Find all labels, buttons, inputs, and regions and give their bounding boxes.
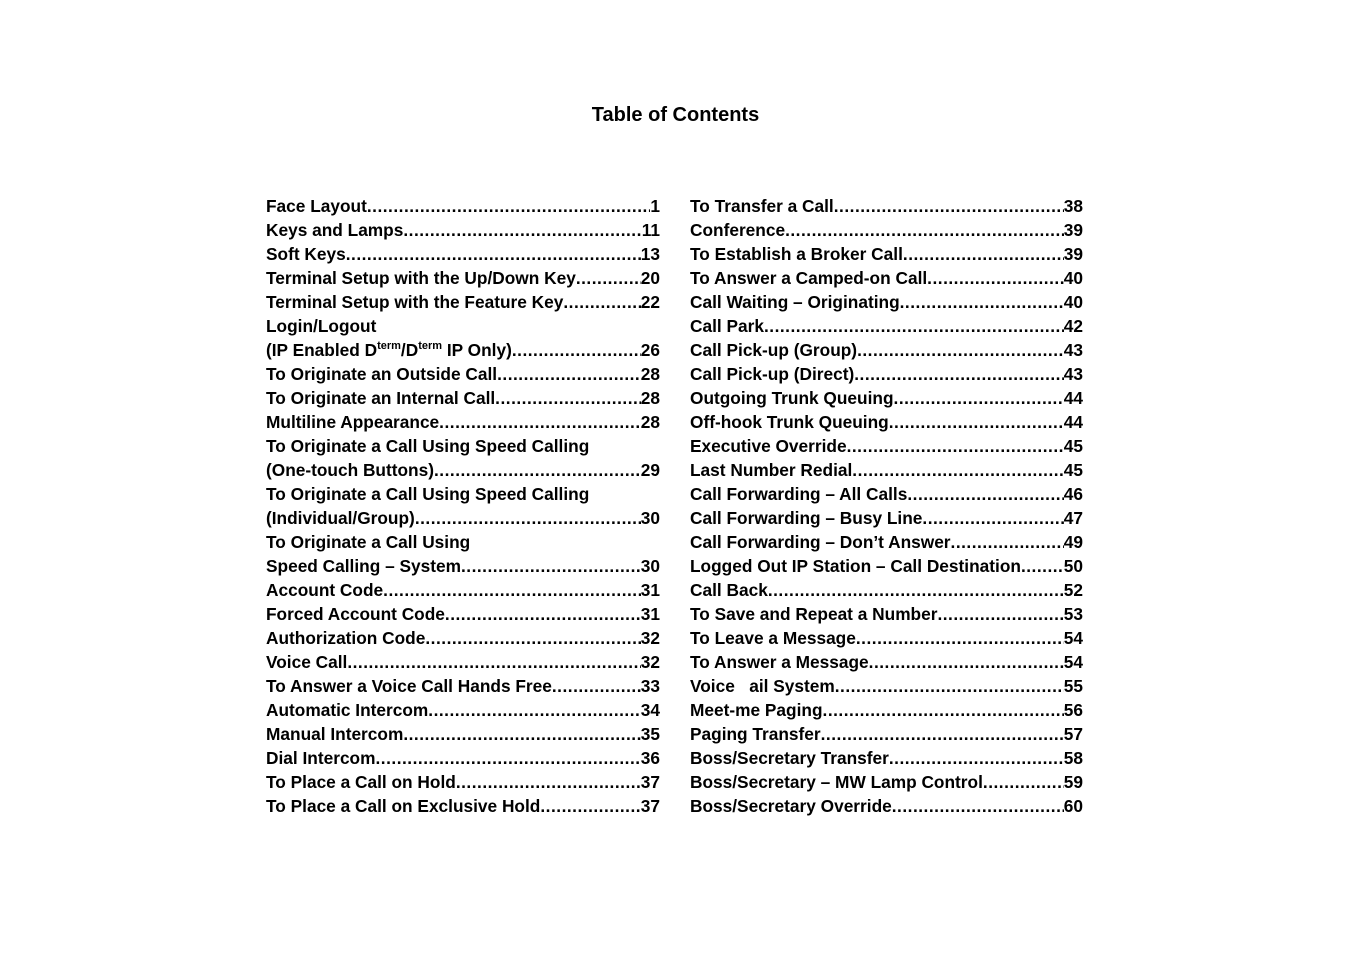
toc-entry[interactable]	[266, 386, 660, 410]
toc-entry-title: Multiline Appearance	[266, 412, 440, 432]
toc-entry-title: Call Park	[690, 316, 764, 336]
toc-entry[interactable]	[266, 242, 660, 266]
toc-page-number: 46	[1063, 484, 1083, 504]
toc-entry[interactable]	[690, 242, 1083, 266]
toc-entry[interactable]	[266, 458, 660, 482]
dot-leader	[927, 266, 1064, 290]
dot-leader	[497, 362, 641, 386]
toc-entry-title: Boss/Secretary – MW Lamp Control	[690, 772, 983, 792]
dot-leader	[346, 242, 641, 266]
toc-entry[interactable]	[266, 290, 660, 314]
dot-leader	[428, 698, 640, 722]
dot-leader	[951, 530, 1064, 554]
title-segment: /D	[400, 340, 419, 360]
toc-entry-title: Call Forwarding – Busy Line	[690, 508, 923, 528]
toc-page-number: 55	[1063, 676, 1083, 696]
dot-leader	[857, 338, 1064, 362]
toc-page-number: 45	[1063, 436, 1083, 456]
toc-entry-title: (One-touch Buttons)	[266, 460, 434, 480]
toc-page-number: 1	[650, 196, 660, 216]
toc-entry[interactable]	[266, 554, 660, 578]
toc-page-number: 28	[640, 388, 660, 408]
toc-entry-title: To Establish a Broker Call	[690, 244, 903, 264]
toc-entry-title: Call Pick-up (Group)	[690, 340, 858, 360]
toc-entry-title: Meet-me Paging	[690, 700, 823, 720]
toc-entry[interactable]	[690, 338, 1083, 362]
toc-page-number: 38	[1063, 196, 1083, 216]
dot-leader	[375, 746, 640, 770]
toc-page-number: 40	[1063, 268, 1083, 288]
dot-leader	[900, 290, 1064, 314]
dot-leader	[983, 770, 1064, 794]
toc-page-number: 39	[1063, 244, 1083, 264]
toc-page-number: 43	[1063, 340, 1083, 360]
dot-leader	[434, 458, 641, 482]
title-segment: IP Only)	[442, 340, 512, 360]
toc-left-column	[266, 194, 660, 818]
toc-page-number: 32	[640, 652, 660, 672]
dot-leader	[456, 770, 641, 794]
dot-leader	[835, 674, 1064, 698]
toc-entry-title: Account Code	[266, 580, 384, 600]
toc-entry-title: Boss/Secretary Override	[690, 796, 892, 816]
dot-leader	[403, 722, 640, 746]
toc-entry[interactable]	[690, 362, 1083, 386]
toc-page-number: 28	[640, 412, 660, 432]
toc-entry[interactable]	[690, 386, 1083, 410]
toc-entry[interactable]	[266, 578, 660, 602]
toc-page-number: 47	[1063, 508, 1083, 528]
toc-entry-title: Dial Intercom	[266, 748, 376, 768]
toc-page-number: 40	[1063, 292, 1083, 312]
toc-page-number: 49	[1063, 532, 1083, 552]
toc-entry-title: Paging Transfer	[690, 724, 821, 744]
toc-entry-title: To Place a Call on Exclusive Hold	[266, 796, 541, 816]
toc-entry-title: Keys and Lamps	[266, 220, 404, 240]
dot-leader	[403, 218, 641, 242]
toc-entry[interactable]	[266, 338, 660, 362]
toc-page-number: 28	[640, 364, 660, 384]
toc-page-number: 44	[1063, 412, 1083, 432]
toc-entry-title: Speed Calling – System	[266, 556, 461, 576]
toc-entry-title: Logged Out IP Station – Call Destination	[690, 556, 1021, 576]
toc-page-number: 58	[1063, 748, 1083, 768]
dot-leader	[922, 506, 1063, 530]
toc-page-number: 44	[1063, 388, 1083, 408]
toc-entry[interactable]	[266, 410, 660, 434]
dot-leader	[563, 290, 640, 314]
dot-leader	[415, 506, 641, 530]
toc-entry[interactable]	[690, 458, 1083, 482]
toc-entry-title: Terminal Setup with the Feature Key	[266, 292, 564, 312]
toc-entry-title: Boss/Secretary Transfer	[690, 748, 889, 768]
toc-entry-line[interactable]	[266, 314, 660, 338]
toc-entry-title: To Leave a Message	[690, 628, 856, 648]
toc-page-number: 11	[641, 220, 660, 240]
dot-leader	[894, 386, 1064, 410]
toc-entry-title: Manual Intercom	[266, 724, 404, 744]
toc-entry[interactable]	[266, 770, 660, 794]
toc-entry[interactable]	[690, 554, 1083, 578]
toc-page-number: 60	[1063, 796, 1083, 816]
toc-entry-title: Last Number Redial	[690, 460, 853, 480]
toc-entry[interactable]	[690, 698, 1083, 722]
toc-entry-title: To Place a Call on Hold	[266, 772, 456, 792]
toc-entry[interactable]	[690, 410, 1083, 434]
toc-page-number: 54	[1063, 652, 1083, 672]
toc-entry-title: Terminal Setup with the Up/Down Key	[266, 268, 576, 288]
dot-leader	[445, 602, 641, 626]
toc-entry-title: To Transfer a Call	[690, 196, 834, 216]
toc-page-number: 45	[1063, 460, 1083, 480]
toc-page-number: 33	[640, 676, 660, 696]
toc-entry-title: Forced Account Code	[266, 604, 445, 624]
toc-entry-title: Conference	[690, 220, 786, 240]
dot-leader	[540, 794, 640, 818]
dot-leader	[461, 554, 641, 578]
dot-leader	[576, 266, 641, 290]
toc-entry-line[interactable]	[266, 530, 660, 554]
toc-entry-title: Call Forwarding – Don’t Answer	[690, 532, 951, 552]
toc-entry[interactable]	[690, 722, 1083, 746]
toc-page-number: 53	[1063, 604, 1083, 624]
dot-leader	[347, 650, 640, 674]
toc-entry[interactable]	[690, 626, 1083, 650]
toc-entry[interactable]	[266, 746, 660, 770]
toc-entry-title: To Originate a Call Using Speed Calling	[266, 484, 590, 504]
dot-leader	[383, 578, 641, 602]
toc-page-number: 54	[1063, 628, 1083, 648]
toc-page-number: 42	[1063, 316, 1083, 336]
toc-entry[interactable]	[266, 722, 660, 746]
dot-leader	[768, 578, 1064, 602]
dot-leader	[1021, 554, 1064, 578]
toc-entry[interactable]	[266, 266, 660, 290]
toc-page-number: 31	[640, 604, 660, 624]
dot-leader	[367, 194, 651, 218]
toc-page-number: 30	[640, 508, 660, 528]
toc-entry-title: To Originate a Call Using Speed Calling	[266, 436, 590, 456]
toc-entry[interactable]	[690, 650, 1083, 674]
toc-page-number: 34	[640, 700, 660, 720]
toc-entry[interactable]	[266, 506, 660, 530]
toc-page-number: 56	[1063, 700, 1083, 720]
toc-entry[interactable]	[690, 290, 1083, 314]
toc-entry[interactable]	[266, 794, 660, 818]
title-segment: (IP Enabled D	[266, 340, 378, 360]
toc-entry[interactable]	[690, 434, 1083, 458]
toc-page-number: 57	[1063, 724, 1083, 744]
toc-page-number: 37	[640, 796, 660, 816]
toc-entry-title: Call Forwarding – All Calls	[690, 484, 908, 504]
toc-page-number: 13	[640, 244, 660, 264]
toc-page-number: 20	[640, 268, 660, 288]
dot-leader	[821, 722, 1064, 746]
toc-page-number: 36	[640, 748, 660, 768]
toc-entry-title: Authorization Code	[266, 628, 426, 648]
dot-leader	[889, 746, 1064, 770]
toc-entry-title: To Originate an Internal Call	[266, 388, 496, 408]
dot-leader	[552, 674, 641, 698]
toc-entry[interactable]	[266, 602, 660, 626]
toc-page-number: 39	[1063, 220, 1083, 240]
toc-entry-title: Outgoing Trunk Queuing	[690, 388, 894, 408]
toc-entry[interactable]	[690, 482, 1083, 506]
toc-entry-title: To Answer a Message	[690, 652, 869, 672]
toc-page-number: 59	[1063, 772, 1083, 792]
toc-entry-line[interactable]	[266, 434, 660, 458]
toc-entry[interactable]	[690, 794, 1083, 818]
toc-entry[interactable]	[690, 674, 1083, 698]
toc-entry[interactable]	[266, 674, 660, 698]
toc-entry-line[interactable]	[266, 482, 660, 506]
dot-leader	[439, 410, 641, 434]
dot-leader	[937, 602, 1063, 626]
toc-entry-title: Call Waiting – Originating	[690, 292, 900, 312]
dot-leader	[847, 434, 1064, 458]
toc-page-number: 43	[1063, 364, 1083, 384]
dot-leader	[764, 314, 1064, 338]
toc-entry[interactable]	[266, 362, 660, 386]
dot-leader	[856, 626, 1064, 650]
dot-leader	[903, 242, 1064, 266]
toc-entry-title: To Answer a Voice Call Hands Free	[266, 676, 552, 696]
toc-entry-title: To Originate a Call Using	[266, 532, 471, 552]
superscript: term	[377, 340, 401, 352]
dot-leader	[834, 194, 1064, 218]
toc-entry-title: Face Layout	[266, 196, 367, 216]
toc-entry[interactable]	[690, 194, 1083, 218]
superscript: term	[418, 340, 443, 352]
toc-entry-title: Voice ail System	[690, 676, 835, 696]
toc-entry-title: To Originate an Outside Call	[266, 364, 498, 384]
toc-entry[interactable]	[690, 530, 1083, 554]
dot-leader	[854, 362, 1064, 386]
toc-entry[interactable]	[266, 650, 660, 674]
toc-entry[interactable]	[690, 602, 1083, 626]
toc-entry-title: (Individual/Group)	[266, 508, 415, 528]
toc-entry[interactable]	[690, 746, 1083, 770]
toc-page-number: 35	[640, 724, 660, 744]
toc-entry-title: Off-hook Trunk Queuing	[690, 412, 889, 432]
toc-entry[interactable]	[266, 194, 660, 218]
toc-entry-title	[266, 338, 512, 362]
toc-entry-title: Call Pick-up (Direct)	[690, 364, 855, 384]
toc-page-number: 29	[640, 460, 660, 480]
toc-entry-title: To Answer a Camped-on Call	[690, 268, 928, 288]
toc-page-number: 26	[640, 340, 660, 360]
toc-right-column	[690, 194, 1083, 818]
dot-leader	[907, 482, 1063, 506]
toc-entry[interactable]	[690, 578, 1083, 602]
dot-leader	[869, 650, 1064, 674]
toc-entry-title: Automatic Intercom	[266, 700, 429, 720]
toc-page-number: 37	[640, 772, 660, 792]
toc-entry-title: Executive Override	[690, 436, 847, 456]
page-title: Table of Contents	[591, 104, 760, 126]
toc-entry[interactable]	[690, 314, 1083, 338]
toc-page-number: 32	[640, 628, 660, 648]
toc-entry-title: Login/Logout	[266, 316, 377, 336]
toc-entry[interactable]	[690, 266, 1083, 290]
toc-page-number: 50	[1063, 556, 1083, 576]
toc-entry[interactable]	[690, 770, 1083, 794]
toc-page-number: 22	[640, 292, 660, 312]
toc-entry-title: Soft Keys	[266, 244, 346, 264]
dot-leader	[425, 626, 640, 650]
dot-leader	[512, 338, 641, 362]
toc-entry-title: To Save and Repeat a Number	[690, 604, 938, 624]
toc-entry[interactable]	[266, 698, 660, 722]
dot-leader	[785, 218, 1064, 242]
toc-entry-title: Call Back	[690, 580, 768, 600]
dot-leader	[823, 698, 1064, 722]
toc-entry-title: Voice Call	[266, 652, 348, 672]
dot-leader	[852, 458, 1063, 482]
toc-page-number: 52	[1063, 580, 1083, 600]
toc-entry[interactable]	[266, 218, 660, 242]
toc-entry[interactable]	[690, 218, 1083, 242]
dot-leader	[892, 794, 1064, 818]
dot-leader	[889, 410, 1064, 434]
toc-entry[interactable]	[690, 506, 1083, 530]
toc-page-number: 31	[640, 580, 660, 600]
toc-entry[interactable]	[266, 626, 660, 650]
toc-page-number: 30	[640, 556, 660, 576]
dot-leader	[495, 386, 641, 410]
